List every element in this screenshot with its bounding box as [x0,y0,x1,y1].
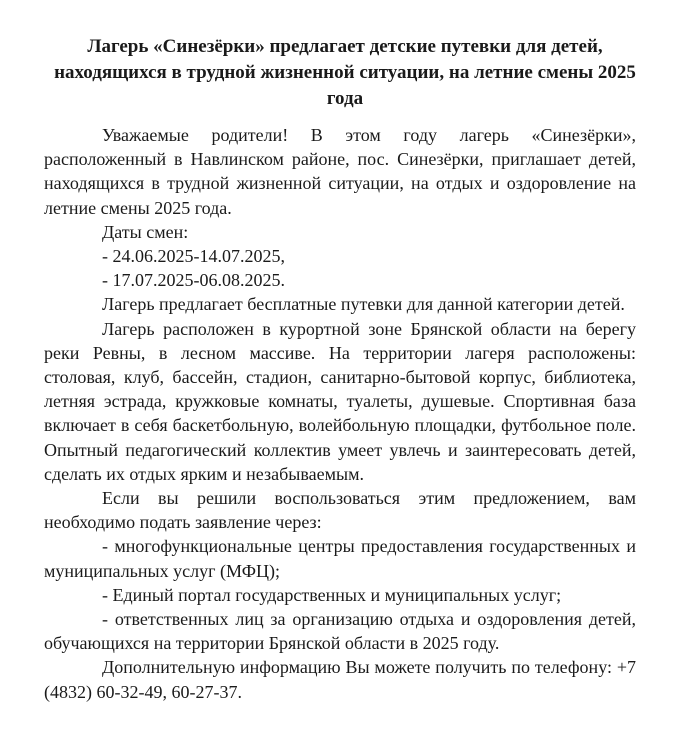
document-title: Лагерь «Синезёрки» предлагает детские путевки для детей, находящихся в трудной жизненной ситуации, на летние смены 2025 года [54,36,636,109]
date-item-2: - 17.07.2025-06.08.2025. [102,270,285,291]
paragraph-location: Лагерь расположен в курортной зоне Брянской области на берегу реки Ревны, в лесном массиве. На территории лагеря расположены: столовая, клуб, бассейн, стадион, санитарно-бытовой корпус, библиотека, летняя эстрада, кружковые комнаты, туалеты, душевые. Спортивная база включает в себя баскетбольную, волейбольную площадки, футбольное поле. Опытный педагогический коллектив умеет увлечь и заинтересовать детей, сделать их отдых ярким и незабываемым. [44,318,636,484]
paragraph-free-vouchers: Лагерь предлагает бесплатные путевки для данной категории детей. [102,294,625,315]
paragraph-apply-intro: Если вы решили воспользоваться этим предложением, вам необходимо подать заявление через: [44,488,636,533]
date-item-1: - 24.06.2025-14.07.2025, [102,246,285,267]
apply-item-3: - ответственных лиц за организацию отдыха и оздоровления детей, обучающихся на территории Брянской области в 2025 году. [44,609,636,654]
apply-item-2: - Единый портал государственных и муниципальных услуг; [102,584,562,605]
paragraph-contact: Дополнительную информацию Вы можете получить по телефону: +7 (4832) 60-32-49, 60-27-37. [44,657,636,702]
dates-label: Даты смен: [102,221,189,242]
paragraph-intro: Уважаемые родители! В этом году лагерь «Синезёрки», расположенный в Навлинском районе, пос. Синезёрки, приглашает детей, находящихся в трудной жизненной ситуации, на отдых и оздоровление на летние смены 2025 года. [44,125,636,218]
document-body [44,123,636,704]
apply-item-1: - многофункциональные центры предоставления государственных и муниципальных услуг (МФЦ); [44,536,636,581]
